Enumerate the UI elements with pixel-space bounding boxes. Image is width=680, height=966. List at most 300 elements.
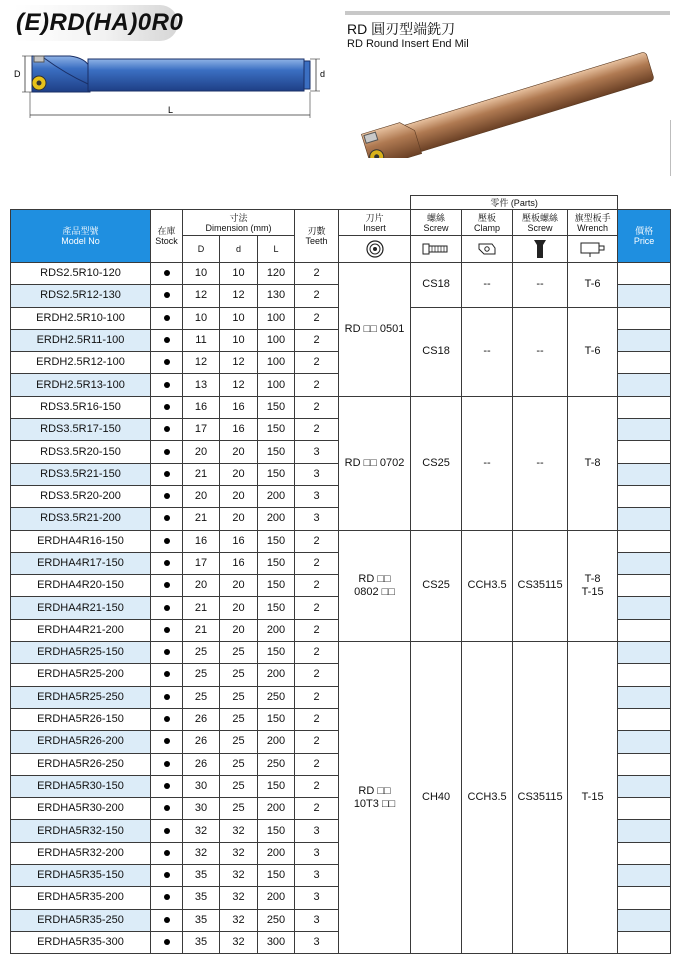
clamp-icon-cell	[462, 236, 513, 263]
in-stock-dot-icon	[164, 716, 170, 722]
dim-d-cell: 10	[220, 329, 258, 351]
stock-cell	[151, 664, 183, 686]
price-cell	[618, 352, 671, 374]
screw-icon-cell	[411, 236, 462, 263]
price-cell	[618, 753, 671, 775]
model-cell: ERDHA5R35-200	[11, 887, 151, 909]
dim-D-cell: 16	[183, 530, 220, 552]
dim-L-cell: 100	[258, 374, 295, 396]
col-dimension: 寸法 Dimension (mm)	[183, 210, 295, 236]
dim-L-cell: 200	[258, 842, 295, 864]
teeth-cell: 3	[295, 485, 339, 507]
teeth-cell: 2	[295, 575, 339, 597]
teeth-cell: 2	[295, 731, 339, 753]
stock-cell	[151, 909, 183, 931]
insert-icon-cell	[339, 236, 411, 263]
clamp-cell: CCH3.5	[462, 642, 513, 954]
stock-cell	[151, 396, 183, 418]
in-stock-dot-icon	[164, 894, 170, 900]
clamp-cell: --	[462, 263, 513, 308]
dim-L-cell: 130	[258, 285, 295, 307]
price-cell	[618, 307, 671, 329]
model-cell: ERDHA4R21-200	[11, 619, 151, 641]
dim-D-cell: 12	[183, 285, 220, 307]
dim-D-cell: 21	[183, 508, 220, 530]
teeth-cell: 2	[295, 552, 339, 574]
dim-d-cell: 20	[220, 485, 258, 507]
in-stock-dot-icon	[164, 560, 170, 566]
teeth-cell: 3	[295, 441, 339, 463]
dim-d-cell: 25	[220, 686, 258, 708]
stock-cell	[151, 508, 183, 530]
stock-cell	[151, 419, 183, 441]
in-stock-dot-icon	[164, 471, 170, 477]
dim-d-cell: 32	[220, 820, 258, 842]
in-stock-dot-icon	[164, 917, 170, 923]
teeth-cell: 2	[295, 708, 339, 730]
price-cell	[618, 575, 671, 597]
price-cell	[618, 552, 671, 574]
teeth-cell: 2	[295, 263, 339, 285]
dim-D-cell: 13	[183, 374, 220, 396]
clamp-cell: --	[462, 307, 513, 396]
parts-header: 零件 (Parts)	[411, 196, 618, 210]
teeth-cell: 2	[295, 798, 339, 820]
price-cell	[618, 686, 671, 708]
dim-D-cell: 26	[183, 731, 220, 753]
col-screw: 螺絲 Screw	[411, 210, 462, 236]
teeth-cell: 2	[295, 686, 339, 708]
price-cell	[618, 285, 671, 307]
model-cell: RDS2.5R12-130	[11, 285, 151, 307]
dim-D-cell: 26	[183, 708, 220, 730]
dim-L-cell: 100	[258, 307, 295, 329]
subtitle-english: RD Round Insert End Mil	[347, 38, 469, 50]
in-stock-dot-icon	[164, 627, 170, 633]
price-cell	[618, 329, 671, 351]
teeth-cell: 2	[295, 307, 339, 329]
wrench-cell: T-8	[568, 396, 618, 530]
dim-D-cell: 21	[183, 463, 220, 485]
col-clamp: 壓板 Clamp	[462, 210, 513, 236]
model-cell: RDS3.5R21-150	[11, 463, 151, 485]
dim-D-cell: 21	[183, 597, 220, 619]
model-cell: ERDHA5R30-150	[11, 775, 151, 797]
stock-cell	[151, 731, 183, 753]
dim-D-cell: 25	[183, 686, 220, 708]
in-stock-dot-icon	[164, 872, 170, 878]
screw-cell: CH40	[411, 642, 462, 954]
in-stock-dot-icon	[164, 426, 170, 432]
dim-D-cell: 21	[183, 619, 220, 641]
dim-L-cell: 200	[258, 887, 295, 909]
in-stock-dot-icon	[164, 270, 170, 276]
wrench-cell: T-15	[568, 642, 618, 954]
teeth-cell: 2	[295, 419, 339, 441]
price-cell	[618, 664, 671, 686]
dim-D-cell: 11	[183, 329, 220, 351]
in-stock-dot-icon	[164, 359, 170, 365]
teeth-cell: 3	[295, 865, 339, 887]
dim-L-cell: 100	[258, 329, 295, 351]
header-divider	[345, 11, 670, 15]
price-cell	[618, 463, 671, 485]
dim-D-cell: 25	[183, 664, 220, 686]
price-cell	[618, 642, 671, 664]
in-stock-dot-icon	[164, 493, 170, 499]
dim-L-cell: 150	[258, 396, 295, 418]
dim-D-cell: 20	[183, 485, 220, 507]
model-cell: ERDHA5R35-250	[11, 909, 151, 931]
model-cell: ERDHA5R32-200	[11, 842, 151, 864]
model-cell: ERDHA4R20-150	[11, 575, 151, 597]
dim-D-cell: 35	[183, 865, 220, 887]
stock-cell	[151, 485, 183, 507]
spec-table	[10, 195, 671, 954]
model-cell: ERDHA5R26-150	[11, 708, 151, 730]
dim-d-cell: 20	[220, 508, 258, 530]
price-cell	[618, 396, 671, 418]
price-cell	[618, 775, 671, 797]
stock-cell	[151, 530, 183, 552]
dim-L-cell: 150	[258, 708, 295, 730]
dim-D-cell: 32	[183, 820, 220, 842]
screw-cell: CS18	[411, 263, 462, 308]
col-D: D	[183, 236, 220, 263]
teeth-cell: 3	[295, 463, 339, 485]
dim-D-cell: 26	[183, 753, 220, 775]
price-cell	[618, 619, 671, 641]
dim-d-cell: 25	[220, 731, 258, 753]
teeth-cell: 2	[295, 396, 339, 418]
teeth-cell: 2	[295, 530, 339, 552]
model-cell: ERDH2.5R10-100	[11, 307, 151, 329]
dim-label-D: D	[14, 69, 21, 79]
dim-d-cell: 16	[220, 530, 258, 552]
dim-L-cell: 150	[258, 642, 295, 664]
model-cell: RDS3.5R17-150	[11, 419, 151, 441]
stock-cell	[151, 798, 183, 820]
price-cell	[618, 530, 671, 552]
teeth-cell: 3	[295, 909, 339, 931]
price-cell	[618, 909, 671, 931]
dim-d-cell: 32	[220, 865, 258, 887]
stock-cell	[151, 374, 183, 396]
teeth-cell: 2	[295, 753, 339, 775]
clamp-screw-icon	[533, 239, 547, 259]
in-stock-dot-icon	[164, 337, 170, 343]
wrench-icon-cell	[568, 236, 618, 263]
teeth-cell: 2	[295, 374, 339, 396]
stock-cell	[151, 285, 183, 307]
stock-cell	[151, 686, 183, 708]
teeth-cell: 2	[295, 285, 339, 307]
dim-d-cell: 20	[220, 597, 258, 619]
dim-d-cell: 10	[220, 307, 258, 329]
dim-L-cell: 200	[258, 485, 295, 507]
stock-cell	[151, 931, 183, 953]
dim-D-cell: 12	[183, 352, 220, 374]
in-stock-dot-icon	[164, 315, 170, 321]
price-cell	[618, 931, 671, 953]
stock-cell	[151, 441, 183, 463]
col-d: d	[220, 236, 258, 263]
product-title: (E)RD(HA)0R0	[14, 5, 178, 41]
dim-d-cell: 20	[220, 619, 258, 641]
in-stock-dot-icon	[164, 382, 170, 388]
dim-L-cell: 150	[258, 441, 295, 463]
clamp-screw-icon-cell	[513, 236, 568, 263]
col-wrench: 旗型板手 Wrench	[568, 210, 618, 236]
teeth-cell: 3	[295, 887, 339, 909]
stock-cell	[151, 263, 183, 285]
stock-cell	[151, 352, 183, 374]
teeth-cell: 3	[295, 931, 339, 953]
dim-d-cell: 12	[220, 285, 258, 307]
wrench-icon	[580, 240, 606, 258]
clamp-icon	[476, 240, 498, 258]
dim-d-cell: 16	[220, 396, 258, 418]
dim-d-cell: 12	[220, 374, 258, 396]
dim-d-cell: 20	[220, 463, 258, 485]
clamp-cell: --	[462, 396, 513, 530]
stock-cell	[151, 552, 183, 574]
dim-L-cell: 200	[258, 798, 295, 820]
dim-d-cell: 25	[220, 798, 258, 820]
stock-cell	[151, 307, 183, 329]
stock-cell	[151, 887, 183, 909]
in-stock-dot-icon	[164, 850, 170, 856]
clamp-screw-cell: --	[513, 307, 568, 396]
clamp-cell: CCH3.5	[462, 530, 513, 641]
teeth-cell: 2	[295, 352, 339, 374]
model-cell: RDS3.5R20-150	[11, 441, 151, 463]
model-cell: ERDHA5R26-200	[11, 731, 151, 753]
screw-cell: CS25	[411, 396, 462, 530]
model-cell: ERDH2.5R12-100	[11, 352, 151, 374]
dim-d-cell: 25	[220, 664, 258, 686]
dim-L-cell: 200	[258, 619, 295, 641]
stock-cell	[151, 619, 183, 641]
in-stock-dot-icon	[164, 649, 170, 655]
table-row	[11, 642, 671, 664]
dim-d-cell: 20	[220, 441, 258, 463]
dim-d-cell: 25	[220, 708, 258, 730]
stock-cell	[151, 708, 183, 730]
dim-L-cell: 200	[258, 664, 295, 686]
screw-cell: CS18	[411, 307, 462, 396]
price-cell	[618, 597, 671, 619]
stock-cell	[151, 575, 183, 597]
model-cell: ERDHA5R25-200	[11, 664, 151, 686]
in-stock-dot-icon	[164, 582, 170, 588]
dim-D-cell: 20	[183, 441, 220, 463]
price-cell	[618, 731, 671, 753]
dim-D-cell: 32	[183, 842, 220, 864]
model-cell: ERDHA5R25-150	[11, 642, 151, 664]
dim-D-cell: 30	[183, 798, 220, 820]
dim-L-cell: 300	[258, 931, 295, 953]
model-cell: ERDHA5R35-150	[11, 865, 151, 887]
stock-cell	[151, 820, 183, 842]
in-stock-dot-icon	[164, 805, 170, 811]
subtitle-chinese: RD 圓刃型端銑刀	[347, 21, 456, 37]
dim-D-cell: 35	[183, 931, 220, 953]
dim-L-cell: 150	[258, 419, 295, 441]
model-cell: ERDHA5R26-250	[11, 753, 151, 775]
model-cell: ERDH2.5R11-100	[11, 329, 151, 351]
price-cell	[618, 441, 671, 463]
insert-cell: RD □□ 0702	[339, 396, 411, 530]
dim-L-cell: 150	[258, 552, 295, 574]
round-insert-icon	[365, 239, 385, 259]
stock-cell	[151, 775, 183, 797]
model-cell: RDS2.5R10-120	[11, 263, 151, 285]
col-L: L	[258, 236, 295, 263]
model-cell: ERDHA5R35-300	[11, 931, 151, 953]
stock-cell	[151, 329, 183, 351]
insert-cell: RD □□ 0802 □□	[339, 530, 411, 641]
screw-icon	[422, 241, 450, 257]
dim-d-cell: 32	[220, 887, 258, 909]
dim-D-cell: 30	[183, 775, 220, 797]
price-cell	[618, 887, 671, 909]
dim-L-cell: 150	[258, 820, 295, 842]
dim-d-cell: 32	[220, 842, 258, 864]
model-cell: RDS3.5R20-200	[11, 485, 151, 507]
dim-L-cell: 120	[258, 263, 295, 285]
dim-d-cell: 20	[220, 575, 258, 597]
price-cell	[618, 508, 671, 530]
dim-d-cell: 32	[220, 931, 258, 953]
stock-cell	[151, 642, 183, 664]
dim-L-cell: 150	[258, 597, 295, 619]
dim-D-cell: 17	[183, 552, 220, 574]
col-clamp-screw: 壓板螺絲 Screw	[513, 210, 568, 236]
stock-cell	[151, 597, 183, 619]
col-teeth: 刃數 Teeth	[295, 210, 339, 263]
in-stock-dot-icon	[164, 671, 170, 677]
dim-D-cell: 17	[183, 419, 220, 441]
model-cell: ERDH2.5R13-100	[11, 374, 151, 396]
dim-L-cell: 150	[258, 865, 295, 887]
dim-L-cell: 150	[258, 463, 295, 485]
teeth-cell: 3	[295, 820, 339, 842]
dim-D-cell: 25	[183, 642, 220, 664]
end-mill-drawing	[10, 44, 330, 120]
dim-label-L: L	[168, 105, 174, 115]
stock-cell	[151, 865, 183, 887]
dim-d-cell: 16	[220, 552, 258, 574]
wrench-cell: T-8 T-15	[568, 530, 618, 641]
dim-d-cell: 25	[220, 753, 258, 775]
in-stock-dot-icon	[164, 783, 170, 789]
table-row	[11, 530, 671, 552]
model-cell: ERDHA4R16-150	[11, 530, 151, 552]
model-cell: RDS3.5R16-150	[11, 396, 151, 418]
price-cell	[618, 708, 671, 730]
teeth-cell: 2	[295, 664, 339, 686]
dim-d-cell: 12	[220, 352, 258, 374]
dim-D-cell: 16	[183, 396, 220, 418]
stock-cell	[151, 842, 183, 864]
dim-L-cell: 200	[258, 731, 295, 753]
price-cell	[618, 374, 671, 396]
teeth-cell: 2	[295, 775, 339, 797]
dim-L-cell: 100	[258, 352, 295, 374]
spec-table-body	[11, 263, 671, 954]
teeth-cell: 2	[295, 597, 339, 619]
price-cell	[618, 820, 671, 842]
dim-L-cell: 250	[258, 753, 295, 775]
model-cell: ERDHA5R32-150	[11, 820, 151, 842]
dim-label-d: d	[320, 69, 326, 79]
clamp-screw-cell: CS35115	[513, 642, 568, 954]
model-cell: ERDHA4R17-150	[11, 552, 151, 574]
dim-d-cell: 25	[220, 642, 258, 664]
model-cell: ERDHA5R30-200	[11, 798, 151, 820]
col-stock: 在庫 Stock	[151, 210, 183, 263]
stock-cell	[151, 463, 183, 485]
in-stock-dot-icon	[164, 694, 170, 700]
col-model: 產品型號 Model No	[11, 210, 151, 263]
teeth-cell: 2	[295, 329, 339, 351]
clamp-screw-cell: --	[513, 263, 568, 308]
dim-L-cell: 150	[258, 575, 295, 597]
table-row	[11, 263, 671, 285]
price-cell	[618, 419, 671, 441]
dim-d-cell: 16	[220, 419, 258, 441]
model-cell: ERDHA5R25-250	[11, 686, 151, 708]
in-stock-dot-icon	[164, 538, 170, 544]
insert-cell: RD □□ 0501	[339, 263, 411, 397]
dim-D-cell: 35	[183, 909, 220, 931]
teeth-cell: 3	[295, 842, 339, 864]
wrench-cell: T-6	[568, 307, 618, 396]
dim-D-cell: 35	[183, 887, 220, 909]
dim-L-cell: 200	[258, 508, 295, 530]
dim-L-cell: 250	[258, 909, 295, 931]
stock-cell	[151, 753, 183, 775]
in-stock-dot-icon	[164, 404, 170, 410]
col-price: 價格 Price	[618, 210, 671, 263]
dim-d-cell: 25	[220, 775, 258, 797]
teeth-cell: 2	[295, 642, 339, 664]
model-cell: RDS3.5R21-200	[11, 508, 151, 530]
table-row	[11, 396, 671, 418]
screw-cell: CS25	[411, 530, 462, 641]
wrench-cell: T-6	[568, 263, 618, 308]
price-cell	[618, 485, 671, 507]
in-stock-dot-icon	[164, 828, 170, 834]
model-cell: ERDHA4R21-150	[11, 597, 151, 619]
price-cell	[618, 865, 671, 887]
in-stock-dot-icon	[164, 605, 170, 611]
price-cell	[618, 263, 671, 285]
in-stock-dot-icon	[164, 761, 170, 767]
dim-L-cell: 250	[258, 686, 295, 708]
in-stock-dot-icon	[164, 738, 170, 744]
teeth-cell: 2	[295, 619, 339, 641]
dim-D-cell: 10	[183, 263, 220, 285]
insert-cell: RD □□ 10T3 □□	[339, 642, 411, 954]
in-stock-dot-icon	[164, 292, 170, 298]
in-stock-dot-icon	[164, 515, 170, 521]
dim-d-cell: 32	[220, 909, 258, 931]
dim-D-cell: 20	[183, 575, 220, 597]
price-cell	[618, 842, 671, 864]
clamp-screw-cell: --	[513, 396, 568, 530]
